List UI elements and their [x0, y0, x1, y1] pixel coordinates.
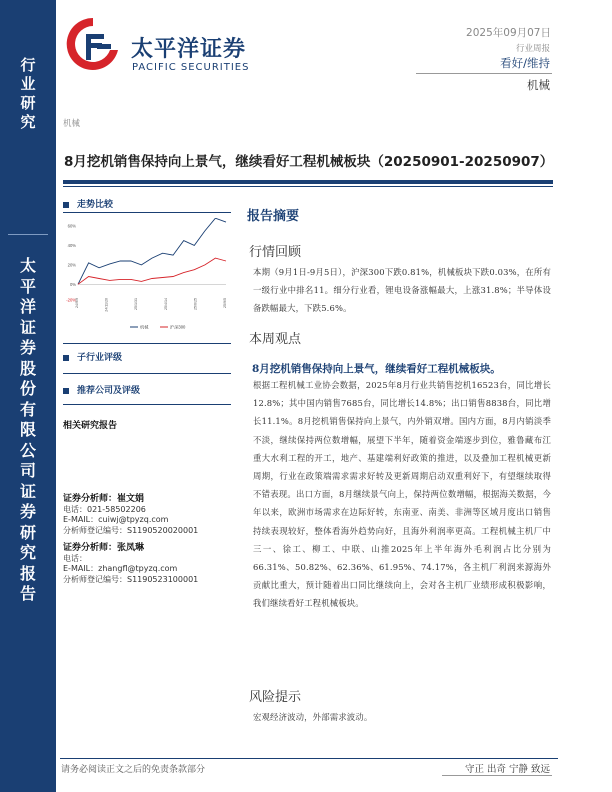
related-reports-heading: 相关研究报告 [63, 421, 118, 431]
side-band-char: 究 [20, 113, 36, 131]
analyst-registration: 分析师登记编号：S1190520020001 [63, 525, 199, 535]
analyst-name: 证券分析师：张凤琳 [63, 543, 145, 553]
title-underline-thin [63, 186, 553, 187]
side-band-char: 有 [19, 399, 36, 419]
series-line [78, 218, 226, 284]
side-band-company [0, 256, 56, 605]
side-band-char: 证 [19, 317, 36, 337]
side-band-char: 限 [19, 420, 36, 439]
side-band-char: 究 [19, 543, 36, 562]
risk-heading: 风险提示 [249, 690, 302, 705]
footer-divider [60, 758, 558, 759]
weekly-view-text: 根据工程机械工业协会数据，2025年8月行业共销售挖机16523台，同比增长12.8%；其中国内销售7685台，同比增长14.8%；出口销售8838台，同比增长11.1%。8月挖机销售保持向上景气，内外销双增。国内方面，8月内销淡季不淡，继续保持两位数增幅，展望下半年，随着资金端逐步到位，雅鲁藏布江重大水利工程的开工，地产、基建端利好政策的推进，以及叠加工程机械更新周期，行业在政策端需求需求好转及更新周期启动双重利好下，有望继续取得不错表现。出口方面，8月继续景气向上，保持两位数增幅，根据海关数据，今年以来，欧洲市场需求在边际好转，东南亚、南美、非洲等区域月度出口销售持续表现较好，整体看海外趋势向好，且海外利润率更高。工程机械主机厂中三一、徐工、柳工、中联、山推2025年上半年海外毛利润占比分别为66.31%、50.82%、62.36%、61.95%、74.17%，各主机厂利润来源海外贡献比重大，预计随着出口同比继续向上，会对各主机厂业绩形成积极影响，我们继续看好工程机械板块。 [253, 380, 551, 609]
x-tick-label: 25/1/31 [134, 298, 139, 310]
recommended-companies-heading: 推荐公司及评级 [63, 383, 140, 396]
bullet-square-icon [63, 355, 69, 361]
section-divider [63, 212, 231, 213]
trend-compare-heading: 走势比较 [63, 197, 113, 210]
report-date: 2025年09月07日 [466, 27, 551, 39]
disclaimer-note: 请务必阅读正文之后的免责条款部分 [61, 765, 206, 775]
analyst-registration: 分析师登记编号：S1190523100001 [63, 574, 199, 584]
report-type: 行业周报 [515, 44, 550, 54]
series-line [78, 258, 226, 284]
section-divider [63, 373, 231, 374]
brand-name-en: PACIFIC SECURITIES [132, 62, 250, 73]
weekly-view-subtitle: 8月挖机销售保持向上景气，继续看好工程机械板块。 [252, 363, 501, 375]
y-tick-label: 40% [67, 242, 76, 248]
side-band-char: 研 [19, 522, 36, 542]
x-tick-label: 24/11/20 [104, 298, 109, 312]
market-review-text: 本期（9月1日-9月5日），沪深300下跌0.81%，机械板块下跌0.03%，在所有一级行业中排名11。细分行业看，锂电设备涨幅最大，上涨31.8%；半导体设备跌幅最大，下跌5.6%。 [253, 267, 551, 314]
pacific-securities-logo-icon [66, 16, 120, 72]
analyst-phone: 电话： [63, 553, 87, 563]
market-review-heading: 行情回顾 [249, 245, 302, 260]
y-tick-label: 60% [67, 223, 76, 229]
side-band-char: 司 [19, 461, 36, 480]
report-title: 8月挖机销售保持向上景气，继续看好工程机械板块（20250901-20250907） [64, 154, 554, 170]
side-band-char: 券 [19, 502, 36, 521]
side-band-char: 证 [19, 481, 36, 501]
side-band-char: 平 [19, 276, 36, 296]
sector-tag: 机械 [63, 119, 81, 129]
y-tick-label: 20% [67, 262, 76, 268]
motto-underline [442, 775, 552, 776]
legend-label: 沪深300 [170, 324, 186, 330]
x-tick-label: 25/4/14 [163, 298, 168, 310]
analyst-name: 证券分析师：崔文娟 [63, 494, 145, 504]
x-tick-label: 25/6/25 [193, 298, 198, 310]
side-band-char: 太 [19, 256, 36, 275]
sub-industry-rating-heading: 子行业评级 [63, 350, 122, 363]
y-tick-label: 0% [69, 281, 76, 287]
analyst-email: E-MAIL：zhangfl@tpyzq.com [63, 564, 178, 573]
side-band-char: 公 [19, 440, 36, 460]
section-divider [63, 404, 231, 405]
side-band-char: 行 [20, 56, 36, 74]
side-band-char: 份 [19, 379, 36, 398]
industry-rating: 看好/维持 [500, 56, 550, 70]
trend-chart [64, 218, 232, 338]
side-band-char: 洋 [19, 297, 36, 316]
side-band-char: 业 [20, 75, 36, 93]
side-band-char: 告 [19, 584, 36, 603]
analyst-block-1 [63, 494, 198, 536]
weekly-view-heading: 本周观点 [249, 332, 302, 347]
bullet-square-icon [63, 202, 69, 208]
x-tick-label: 25/9/5 [223, 298, 227, 308]
header-divider [416, 73, 552, 74]
side-band-char: 股 [19, 358, 36, 378]
analyst-block-2 [63, 543, 198, 585]
bullet-square-icon [63, 388, 69, 394]
side-band-char: 研 [20, 94, 36, 112]
section-divider [63, 343, 231, 344]
y-tick-label: -20% [66, 297, 76, 303]
title-underline [63, 180, 553, 184]
side-band-char: 报 [19, 563, 36, 583]
x-tick-label: 24/9/9 [75, 298, 79, 308]
summary-heading: 报告摘要 [247, 209, 300, 224]
sector-name: 机械 [527, 78, 550, 92]
company-motto: 守正 出奇 宁静 致远 [464, 764, 550, 775]
legend-label: 机械 [140, 324, 149, 330]
side-band-category [0, 56, 56, 146]
side-band-divider [8, 234, 48, 235]
brand-name-cn: 太平洋证券 [131, 36, 247, 62]
risk-text: 宏观经济波动，外部需求波动。 [253, 712, 373, 722]
side-band-char: 券 [19, 338, 36, 357]
analyst-email: E-MAIL：cuiwj@tpyzq.com [63, 515, 169, 524]
analyst-phone: 电话：021-58502206 [63, 504, 146, 514]
